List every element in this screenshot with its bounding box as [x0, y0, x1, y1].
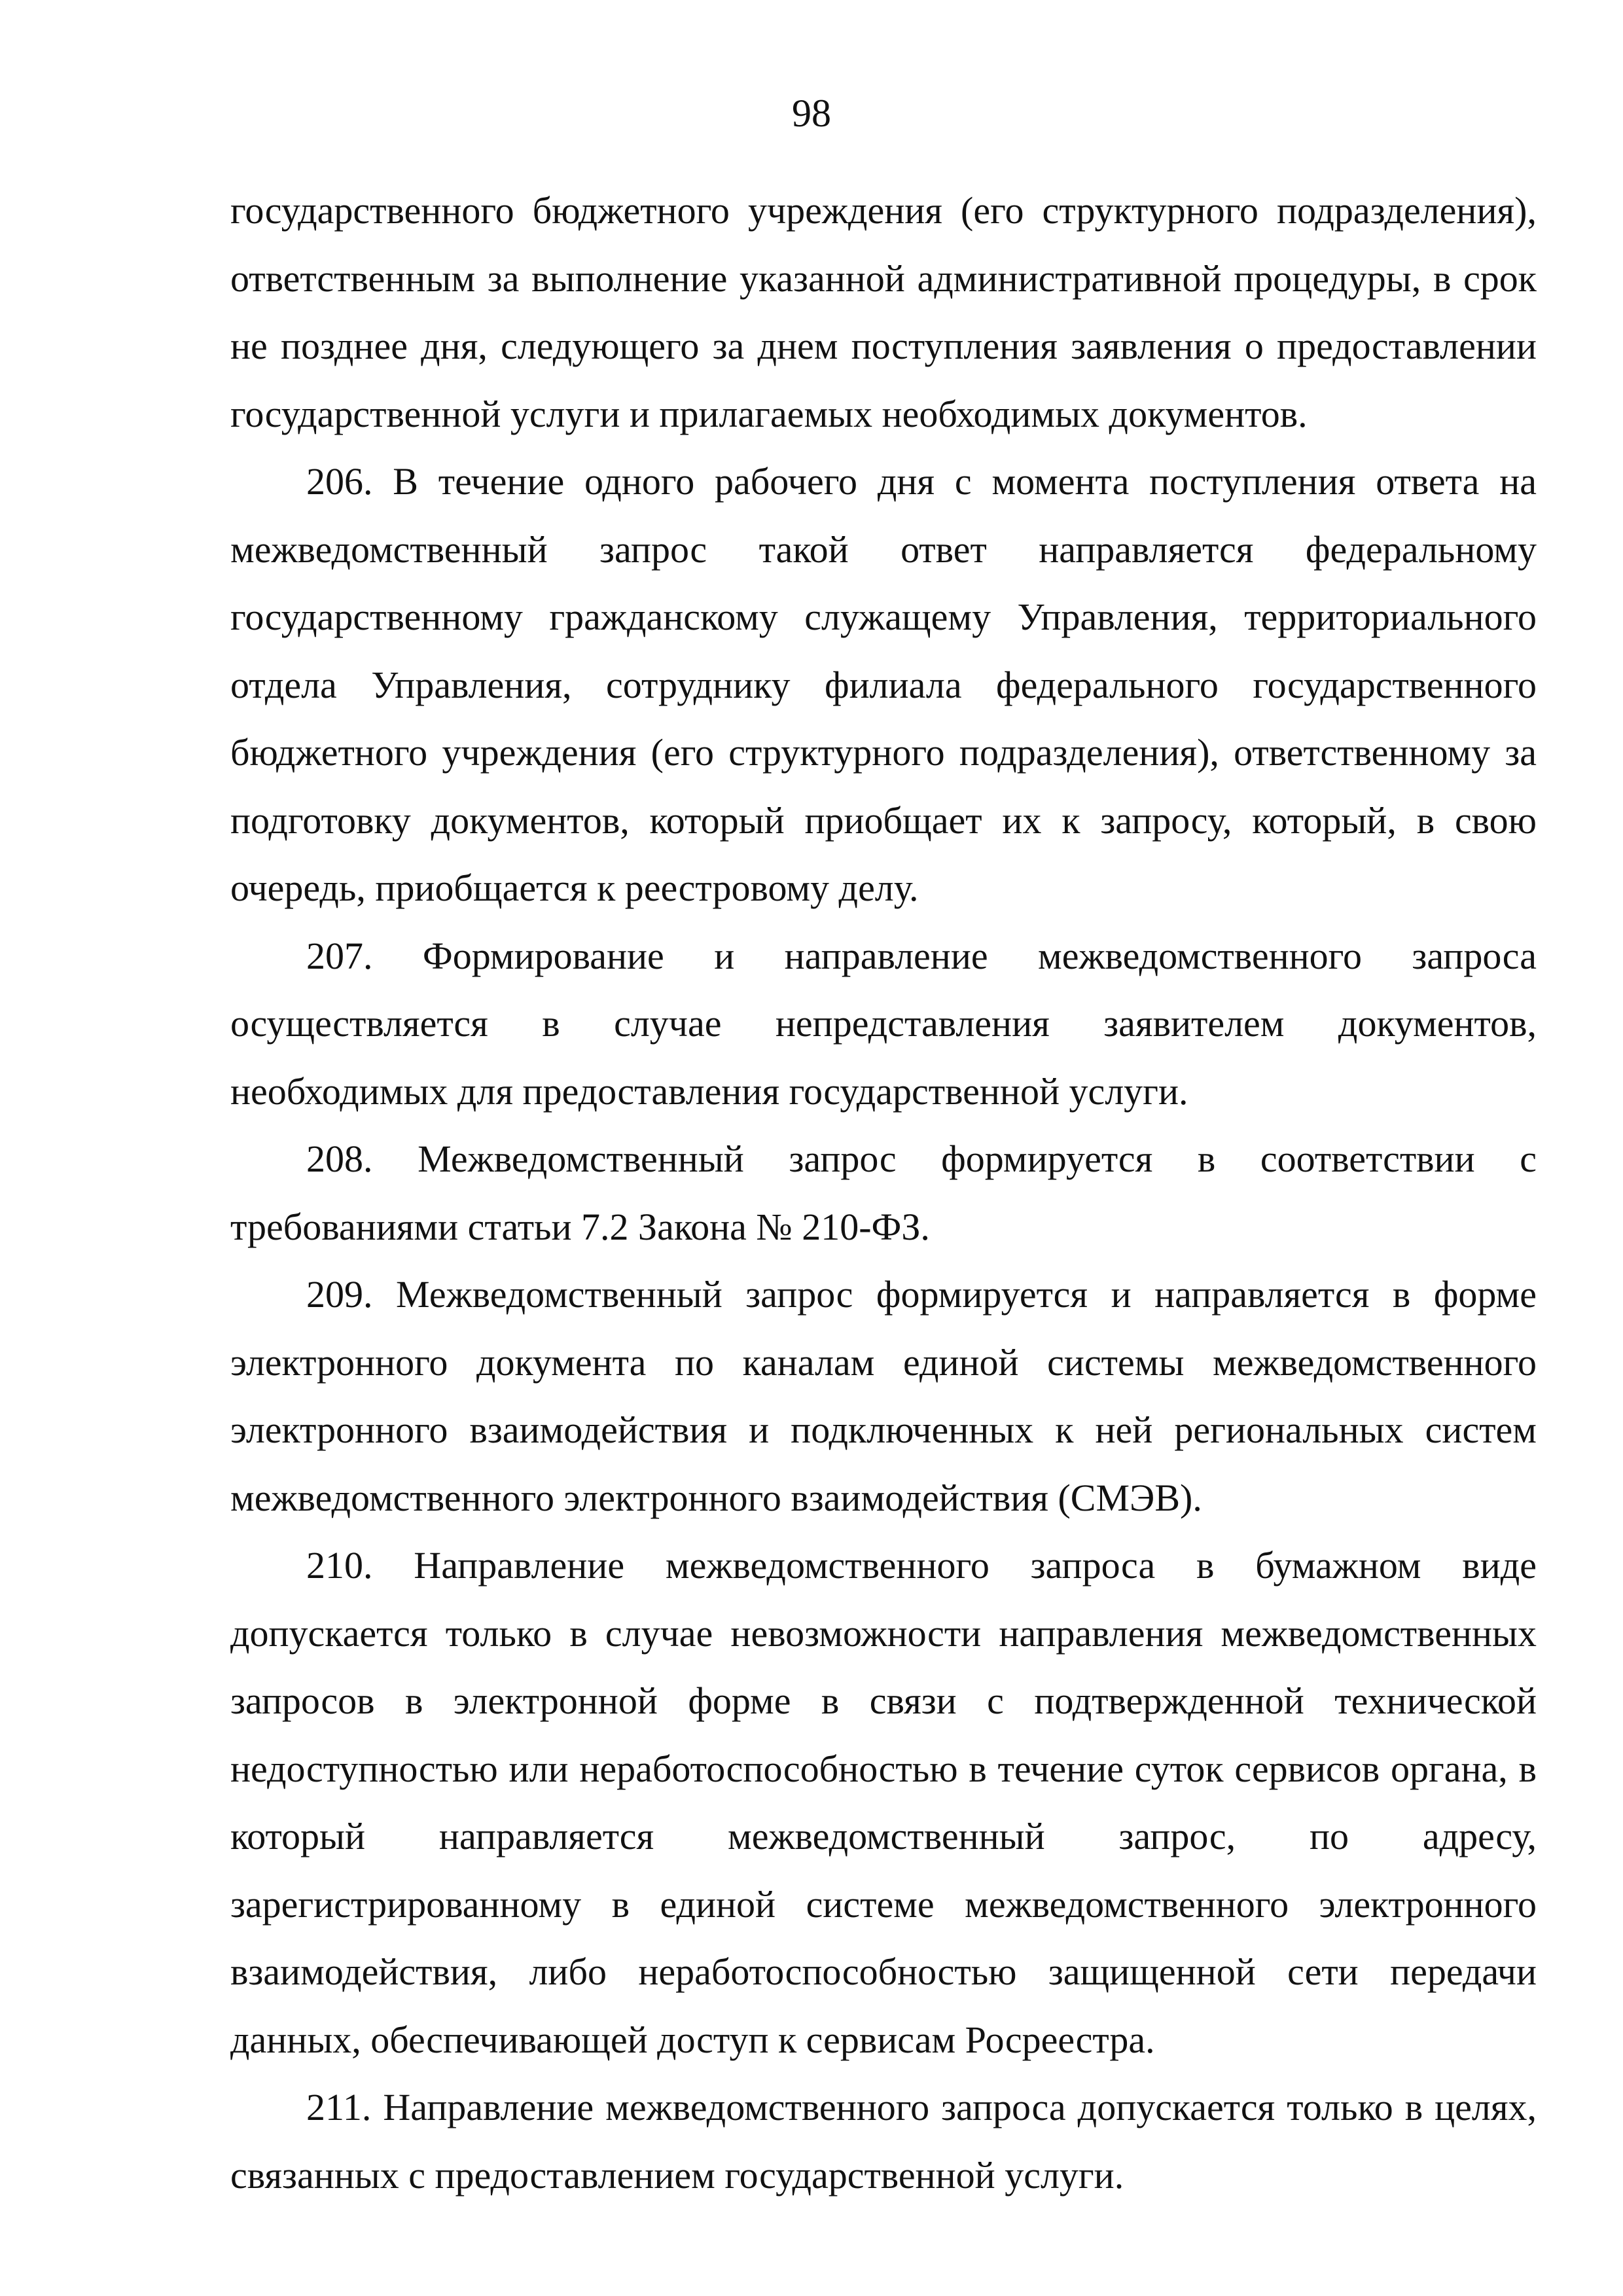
page-number: 98 — [792, 92, 831, 135]
paragraph-209: 209. Межведомственный запрос формируется и направляется в форме электронного документа по каналам единой системы межведомственного электронного взаимодействия и подключенных к ней региональных систем межведомственного электронного взаимодействия (СМЭВ). — [230, 1273, 1537, 1519]
body-text — [230, 177, 1537, 2209]
paragraph-208: 208. Межведомственный запрос формируется в соответствии с требованиями статьи 7.2 Закона № 210-ФЗ. — [230, 1138, 1537, 1248]
paragraph-206: 206. В течение одного рабочего дня с момента поступления ответа на межведомственный запрос такой ответ направляется федеральному государственному гражданскому служащему Управления, территориального отдела Управления, сотруднику филиала федерального государственного бюджетного учреждения (его структурного подразделения), ответственному за подготовку документов, который приобщает их к запросу, который, в свою очередь, приобщается к реестровому делу. — [230, 460, 1537, 909]
paragraph-211: 211. Направление межведомственного запроса допускается только в целях, связанных с предоставлением государственной услуги. — [230, 2086, 1537, 2197]
paragraph-207: 207. Формирование и направление межведомственного запроса осуществляется в случае непредставления заявителем документов, необходимых для предоставления государственной услуги. — [230, 934, 1537, 1113]
paragraph-continuation: государственного бюджетного учреждения (его структурного подразделения), ответственным за выполнение указанной административной процедуры, в срок не позднее дня, следующего за днем поступления заявления о предоставлении государственной услуги и прилагаемых необходимых документов. — [230, 189, 1537, 435]
paragraph-210: 210. Направление межведомственного запроса в бумажном виде допускается только в случае невозможности направления межведомственных запросов в электронной форме в связи с подтвержденной технической недоступностью или неработоспособностью в течение суток сервисов органа, в который направляется межведомственный запрос, по адресу, зарегистрированному в единой системе межведомственного электронного взаимодействия, либо неработоспособностью защищенной сети передачи данных, обеспечивающей доступ к сервисам Росреестра. — [230, 1544, 1537, 2061]
